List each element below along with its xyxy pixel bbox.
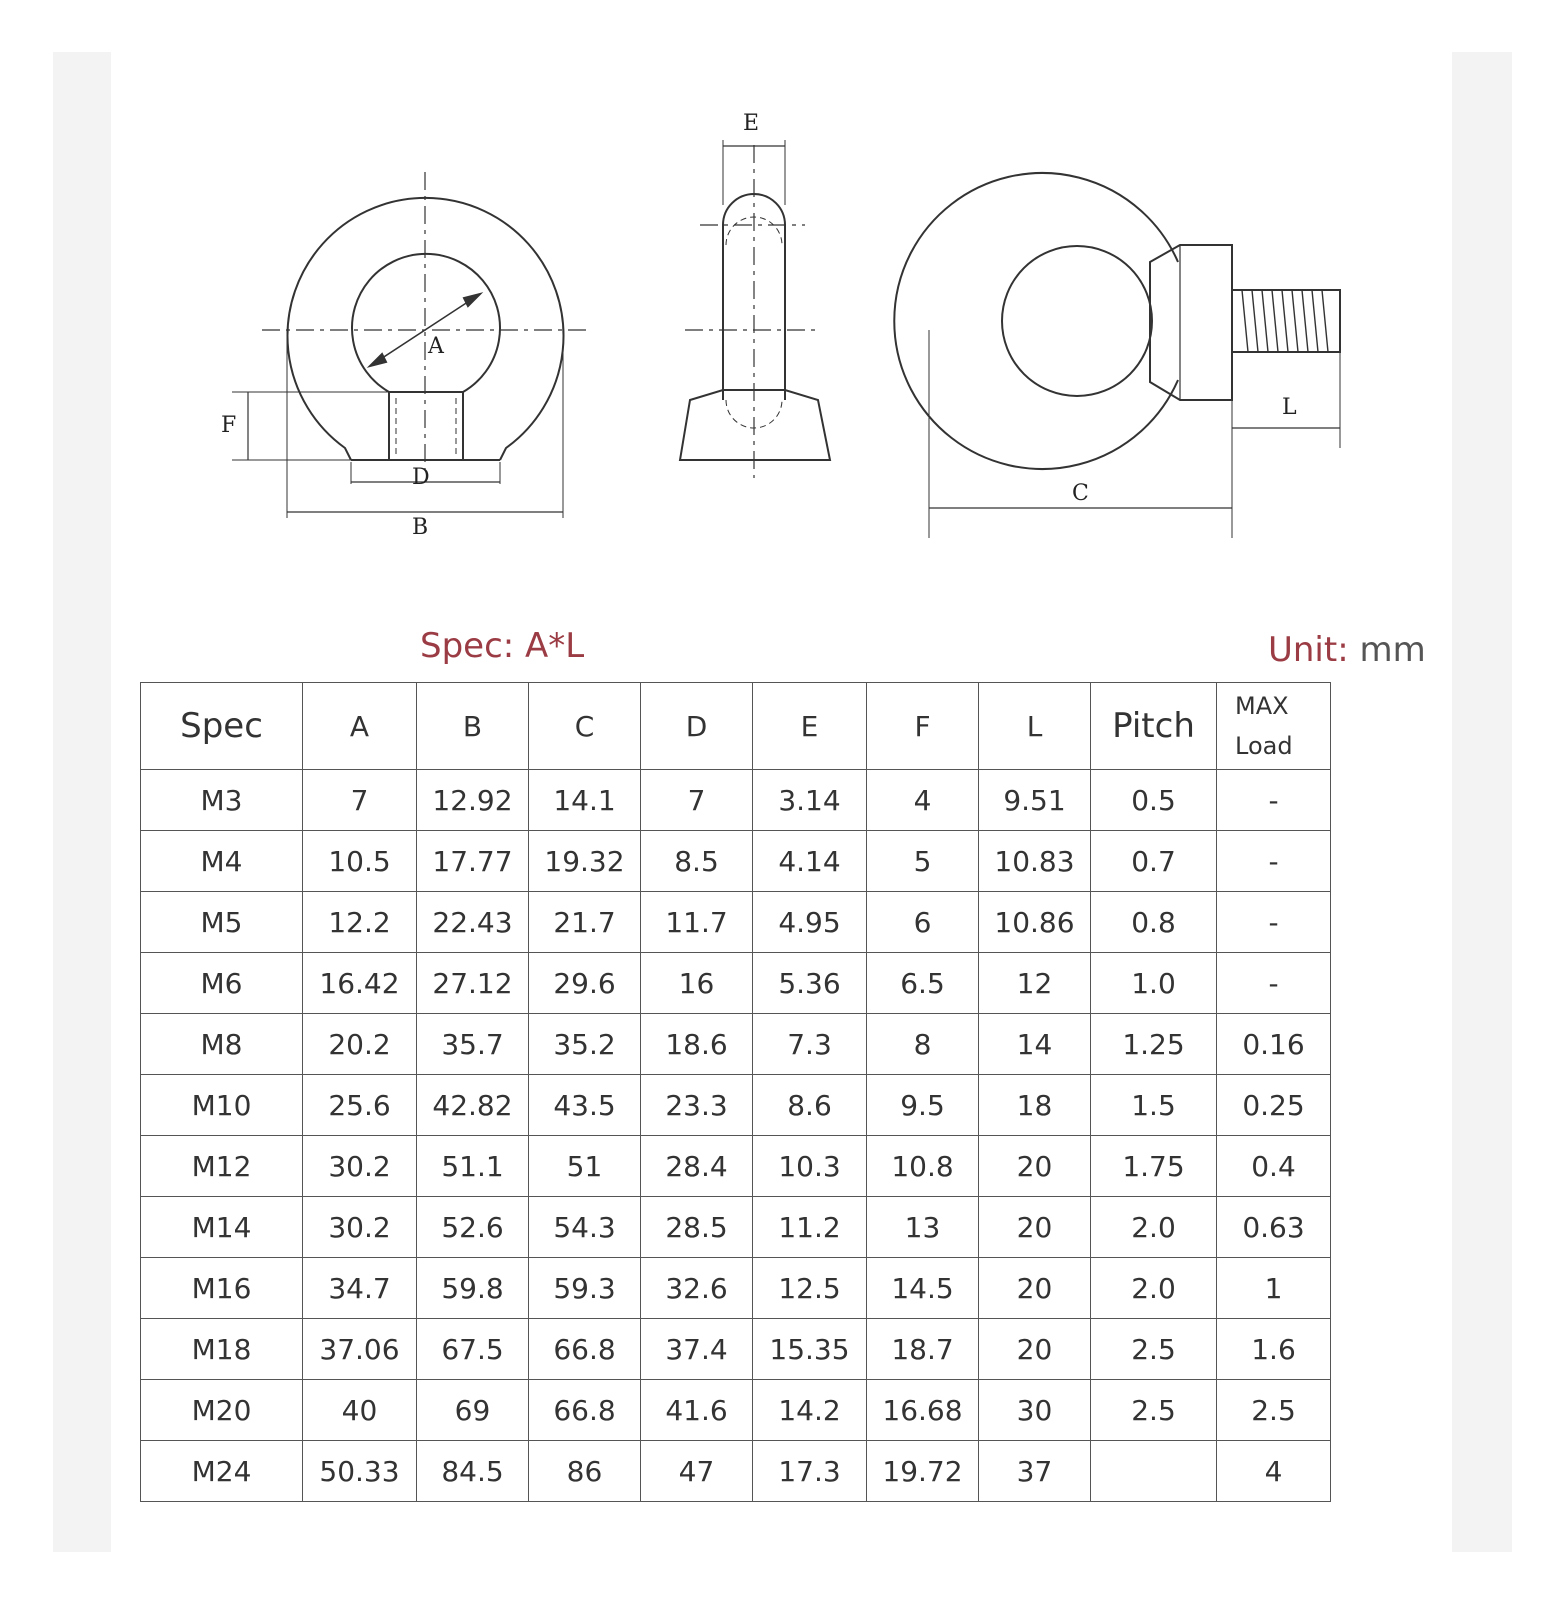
table-row [141, 831, 1331, 892]
header-max-load-line1: MAX [1235, 692, 1289, 720]
header-b: B [417, 683, 529, 770]
table-cell: 30.2 [303, 1197, 417, 1258]
table-row [141, 892, 1331, 953]
table-cell: 59.8 [417, 1258, 529, 1319]
table-cell: 22.43 [417, 892, 529, 953]
table-cell: - [1217, 770, 1331, 831]
table-cell: 2.5 [1091, 1319, 1217, 1380]
table-cell: 12.5 [753, 1258, 867, 1319]
side-view [680, 140, 830, 478]
label-b: B [412, 515, 429, 540]
table-cell: M14 [141, 1197, 303, 1258]
table-row [141, 1380, 1331, 1441]
table-cell: 51.1 [417, 1136, 529, 1197]
table-cell: 32.6 [641, 1258, 753, 1319]
table-cell: 10.83 [979, 831, 1091, 892]
unit-label: Unit: [1268, 630, 1349, 670]
table-cell: 20.2 [303, 1014, 417, 1075]
table-cell: 30 [979, 1380, 1091, 1441]
table-cell: M12 [141, 1136, 303, 1197]
table-cell: 40 [303, 1380, 417, 1441]
table-cell: 0.7 [1091, 831, 1217, 892]
label-a: A [428, 334, 444, 359]
table-cell: 2.5 [1091, 1380, 1217, 1441]
table-cell: M20 [141, 1380, 303, 1441]
header-spec: Spec [141, 683, 303, 770]
table-cell: 0.25 [1217, 1075, 1331, 1136]
table-cell: 18 [979, 1075, 1091, 1136]
header-e: E [753, 683, 867, 770]
dimension-table [140, 682, 1331, 1502]
table-cell: 8 [867, 1014, 979, 1075]
table-cell: 27.12 [417, 953, 529, 1014]
table-row [141, 1258, 1331, 1319]
unit-value: mm [1359, 630, 1426, 670]
table-cell: 19.32 [529, 831, 641, 892]
table-cell: 9.5 [867, 1075, 979, 1136]
table-cell: 28.5 [641, 1197, 753, 1258]
table-cell: 9.51 [979, 770, 1091, 831]
table-cell: 17.77 [417, 831, 529, 892]
table-cell: 11.7 [641, 892, 753, 953]
table-cell: 37 [979, 1441, 1091, 1502]
table-cell: 11.2 [753, 1197, 867, 1258]
table-cell: 47 [641, 1441, 753, 1502]
table-cell: 10.5 [303, 831, 417, 892]
table-cell: M6 [141, 953, 303, 1014]
label-f: F [221, 413, 237, 438]
table-cell: 1 [1217, 1258, 1331, 1319]
table-cell: 4.95 [753, 892, 867, 953]
table-cell: 54.3 [529, 1197, 641, 1258]
header-c: C [529, 683, 641, 770]
table-cell: 29.6 [529, 953, 641, 1014]
table-cell: 1.5 [1091, 1075, 1217, 1136]
table-cell: M16 [141, 1258, 303, 1319]
table-cell: M24 [141, 1441, 303, 1502]
table-cell: 16.68 [867, 1380, 979, 1441]
front-view [232, 172, 588, 518]
table-cell: 18.7 [867, 1319, 979, 1380]
table-cell: 7 [641, 770, 753, 831]
table-cell: 5 [867, 831, 979, 892]
table-row [141, 1197, 1331, 1258]
table-cell: M3 [141, 770, 303, 831]
table-cell: 19.72 [867, 1441, 979, 1502]
table-row [141, 1136, 1331, 1197]
table-cell: 37.4 [641, 1319, 753, 1380]
table-cell: 20 [979, 1136, 1091, 1197]
label-l: L [1282, 395, 1297, 420]
table-cell: 12.92 [417, 770, 529, 831]
table-cell: 1.6 [1217, 1319, 1331, 1380]
header-l: L [979, 683, 1091, 770]
table-row [141, 1441, 1331, 1502]
table-cell: 37.06 [303, 1319, 417, 1380]
table-cell: 2.5 [1217, 1380, 1331, 1441]
table-cell: 18.6 [641, 1014, 753, 1075]
spec-caption: Spec: A*L [420, 626, 585, 666]
table-cell: - [1217, 831, 1331, 892]
table-cell: 10.86 [979, 892, 1091, 953]
table-cell: 20 [979, 1258, 1091, 1319]
table-cell: 84.5 [417, 1441, 529, 1502]
table-cell: 66.8 [529, 1319, 641, 1380]
table-cell: 42.82 [417, 1075, 529, 1136]
table-cell: 2.0 [1091, 1258, 1217, 1319]
table-cell: 43.5 [529, 1075, 641, 1136]
table-row [141, 1014, 1331, 1075]
table-cell: 12 [979, 953, 1091, 1014]
table-cell [1091, 1441, 1217, 1502]
header-f: F [867, 683, 979, 770]
table-header-row [141, 683, 1331, 770]
header-max-load [1217, 683, 1331, 770]
table-cell: M4 [141, 831, 303, 892]
table-cell: 14 [979, 1014, 1091, 1075]
header-max-load-line2: Load [1235, 732, 1293, 760]
table-cell: 8.5 [641, 831, 753, 892]
table-cell: 21.7 [529, 892, 641, 953]
table-cell: 50.33 [303, 1441, 417, 1502]
header-pitch: Pitch [1091, 683, 1217, 770]
table-cell: 1.75 [1091, 1136, 1217, 1197]
label-e: E [743, 111, 760, 136]
table-cell: 14.5 [867, 1258, 979, 1319]
table-cell: 2.0 [1091, 1197, 1217, 1258]
table-cell: 0.16 [1217, 1014, 1331, 1075]
table-cell: 34.7 [303, 1258, 417, 1319]
label-c: C [1072, 481, 1089, 506]
table-cell: 25.6 [303, 1075, 417, 1136]
table-cell: 0.5 [1091, 770, 1217, 831]
table-cell: 1.25 [1091, 1014, 1217, 1075]
table-cell: 12.2 [303, 892, 417, 953]
right-view [894, 173, 1340, 538]
table-cell: 4 [1217, 1441, 1331, 1502]
table-cell: 67.5 [417, 1319, 529, 1380]
table-cell: 30.2 [303, 1136, 417, 1197]
table-body [141, 770, 1331, 1502]
table-cell: M8 [141, 1014, 303, 1075]
eye-nut-technical-drawing [0, 0, 1564, 580]
table-cell: 41.6 [641, 1380, 753, 1441]
table-cell: 51 [529, 1136, 641, 1197]
table-cell: 52.6 [417, 1197, 529, 1258]
table-row [141, 1319, 1331, 1380]
table-cell: 4 [867, 770, 979, 831]
table-cell: 35.2 [529, 1014, 641, 1075]
table-cell: 7.3 [753, 1014, 867, 1075]
table-cell: 17.3 [753, 1441, 867, 1502]
table-cell: 15.35 [753, 1319, 867, 1380]
unit-caption [1268, 630, 1426, 670]
table-cell: 7 [303, 770, 417, 831]
table-cell: 4.14 [753, 831, 867, 892]
table-row [141, 770, 1331, 831]
table-cell: 16.42 [303, 953, 417, 1014]
table-cell: 10.3 [753, 1136, 867, 1197]
label-d: D [412, 465, 430, 490]
table-cell: 1.0 [1091, 953, 1217, 1014]
table-cell: 66.8 [529, 1380, 641, 1441]
table-cell: - [1217, 953, 1331, 1014]
header-d: D [641, 683, 753, 770]
table-cell: 35.7 [417, 1014, 529, 1075]
table-cell: 3.14 [753, 770, 867, 831]
table-cell: M5 [141, 892, 303, 953]
table-cell: 16 [641, 953, 753, 1014]
table-cell: 5.36 [753, 953, 867, 1014]
table-row [141, 1075, 1331, 1136]
table-cell: 14.1 [529, 770, 641, 831]
header-a: A [303, 683, 417, 770]
table-cell: 0.63 [1217, 1197, 1331, 1258]
table-cell: M10 [141, 1075, 303, 1136]
table-cell: 6.5 [867, 953, 979, 1014]
table-cell: - [1217, 892, 1331, 953]
table-cell: M18 [141, 1319, 303, 1380]
table-cell: 86 [529, 1441, 641, 1502]
table-cell: 6 [867, 892, 979, 953]
table-cell: 23.3 [641, 1075, 753, 1136]
table-row [141, 953, 1331, 1014]
table-cell: 14.2 [753, 1380, 867, 1441]
table-cell: 59.3 [529, 1258, 641, 1319]
table-cell: 69 [417, 1380, 529, 1441]
table-cell: 8.6 [753, 1075, 867, 1136]
table-cell: 20 [979, 1197, 1091, 1258]
table-cell: 10.8 [867, 1136, 979, 1197]
table-cell: 0.4 [1217, 1136, 1331, 1197]
table-cell: 20 [979, 1319, 1091, 1380]
table-cell: 13 [867, 1197, 979, 1258]
table-cell: 28.4 [641, 1136, 753, 1197]
table-cell: 0.8 [1091, 892, 1217, 953]
